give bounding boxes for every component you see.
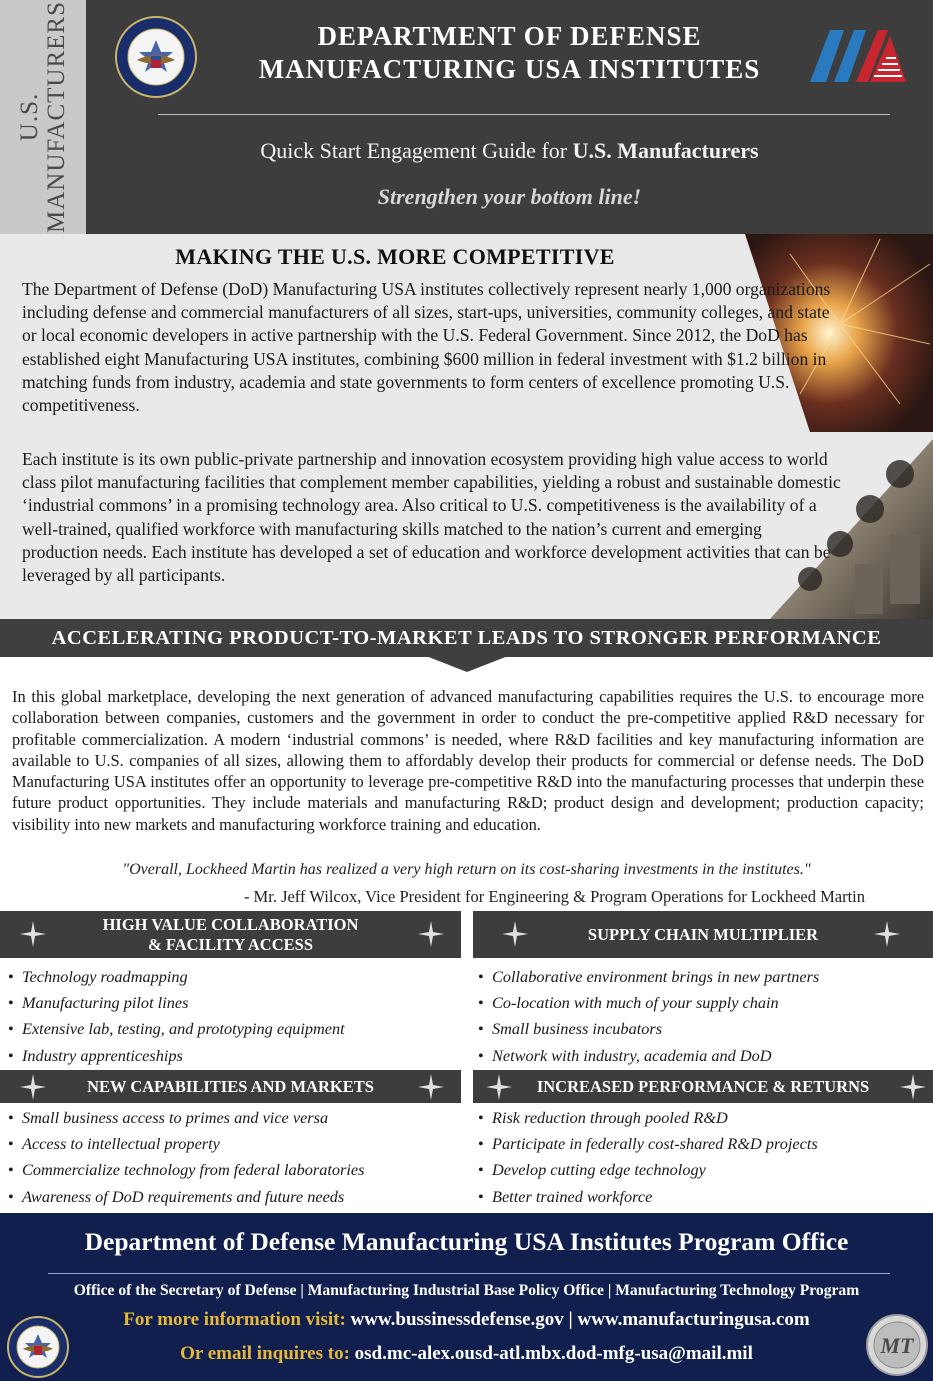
competitive-section	[0, 234, 933, 619]
sparkle-icon	[20, 1074, 46, 1100]
section-heading: MAKING THE U.S. MORE COMPETITIVE	[175, 244, 615, 269]
performance-list	[470, 1105, 930, 1210]
footer	[0, 1213, 933, 1381]
sparkle-icon	[874, 921, 900, 947]
slogan: Strengthen your bottom line!	[377, 184, 642, 209]
page-title-line1: DEPARTMENT OF DEFENSE	[317, 21, 702, 51]
dod-seal-icon	[115, 16, 197, 98]
guide-prefix: Quick Start Engagement Guide for	[260, 138, 573, 163]
side-label-line2: MANUFACTURERS	[43, 0, 70, 234]
list-item: • Technology roadmapping	[0, 964, 461, 990]
info-label: For more information visit:	[123, 1309, 346, 1330]
institute-paragraph: Each institute is its own public-private partnership and innovation ecosystem providing high value access to world class pilot manufacturing facilities that complement member capabilities, yielding a robust and sustainable domestic ‘industrial commons’ in a promising technology area. Also critical to U.S. competitiveness is the availability of a well-trained, qualified workforce with manufacturing skills matched to the nation’s current and emerging production needs. Each institute has developed a set of education and workforce development activities that can be leveraged by all participants.	[22, 449, 841, 586]
list-item: • Small business access to primes and vice versa	[0, 1105, 461, 1131]
sparkle-icon	[418, 921, 444, 947]
mantech-logo-text: MT	[880, 1333, 914, 1358]
box-header-capabilities	[0, 1070, 461, 1103]
sparkle-icon	[418, 1074, 444, 1100]
band-pointer	[426, 656, 508, 672]
box-title-line: HIGH VALUE COLLABORATION	[102, 914, 359, 934]
list-item: • Develop cutting edge technology	[470, 1157, 930, 1183]
list-item: • Industry apprenticeships	[0, 1043, 461, 1069]
list-item: • Risk reduction through pooled R&D	[470, 1105, 930, 1131]
info-links[interactable]: www.bussinessdefense.gov | www.manufacturingusa.com	[350, 1309, 810, 1330]
list-item: • Co-location with much of your supply chain	[470, 990, 930, 1016]
footer-title: Department of Defense Manufacturing USA Institutes Program Office	[84, 1227, 849, 1256]
footer-info-line	[0, 1309, 933, 1331]
list-item: • Awareness of DoD requirements and future needs	[0, 1184, 461, 1210]
marketplace-paragraph: In this global marketplace, developing the next generation of advanced manufacturing capabilities requires the U.S. to encourage more collaboration between companies, customers and the government in order to conduct the pre-competitive applied R&D necessary for profitable commercialization. A modern ‘industrial commons’ is needed, where R&D facilities and key manufacturing information are available to U.S. companies of all sizes, allowing them to affordably develop their products for commercial or defense needs. The DoD Manufacturing USA institutes offer an opportunity to leverage pre-competitive R&D into the manufacturing processes that underpin these future product opportunities. They include materials and manufacturing R&D; product design and development; production capacity; visibility into new markets and manufacturing workforce training and education.	[12, 687, 924, 834]
header-divider	[158, 114, 890, 115]
box-title-line: NEW CAPABILITIES AND MARKETS	[87, 1076, 374, 1096]
sparkle-icon	[502, 921, 528, 947]
supply-chain-list	[470, 964, 930, 1069]
list-item: • Better trained workforce	[470, 1184, 930, 1210]
list-item: • Participate in federally cost-shared R&D projects	[470, 1131, 930, 1157]
box-header-performance	[473, 1070, 933, 1103]
list-item: • Extensive lab, testing, and prototyping equipment	[0, 1016, 461, 1042]
list-item: • Collaborative environment brings in new partners	[470, 964, 930, 990]
side-tab-label	[16, 1, 70, 233]
intro-paragraph: The Department of Defense (DoD) Manufacturing USA institutes collectively represent nearly 1,000 organizations including defense and commercial manufacturers of all sizes, start-ups, universities, community colleges, and state or local economic developers in active partnership with the U.S. Federal Government. Since 2012, the DoD has established eight Manufacturing USA institutes, combining $600 million in federal investment with $1.2 billion in matching funds from industry, academia and state governments to form centers of excellence promoting U.S. competitiveness.	[22, 279, 831, 416]
email-label: Or email inquires to:	[180, 1343, 350, 1364]
box-title-line: & FACILITY ACCESS	[147, 934, 314, 954]
benefit-boxes	[0, 911, 933, 1213]
band-title: ACCELERATING PRODUCT-TO-MARKET LEADS TO STRONGER PERFORMANCE	[51, 627, 882, 649]
testimonial-quote: "Overall, Lockheed Martin has realized a very high return on its cost-sharing investments in the institutes."	[122, 861, 811, 878]
footer-divider	[48, 1273, 890, 1274]
side-tab	[0, 0, 86, 234]
guide-subtitle	[86, 138, 933, 164]
capabilities-list	[0, 1105, 461, 1210]
footer-offices: Office of the Secretary of Defense | Manufacturing Industrial Base Policy Office | Manufacturing Technology Program	[73, 1282, 860, 1299]
page-title-line2: MANUFACTURING USA INSTITUTES	[258, 54, 761, 84]
section-band	[0, 619, 933, 657]
testimonial-attribution: - Mr. Jeff Wilcox, Vice President for Engineering & Program Operations for Lockheed Martin	[243, 887, 865, 906]
header	[86, 0, 933, 234]
box-title-line: SUPPLY CHAIN MULTIPLIER	[587, 924, 819, 944]
sparkle-icon	[486, 1074, 512, 1100]
list-item: • Small business incubators	[470, 1016, 930, 1042]
sparkle-icon	[20, 921, 46, 947]
mantech-logo-icon	[866, 1314, 928, 1376]
sparkle-icon	[900, 1074, 926, 1100]
list-item: • Commercialize technology from federal laboratories	[0, 1157, 461, 1183]
side-label-line1: U.S.	[16, 92, 43, 142]
box-header-collaboration	[0, 911, 461, 958]
list-item: • Manufacturing pilot lines	[0, 990, 461, 1016]
footer-email-line	[0, 1343, 933, 1365]
collaboration-list	[0, 964, 461, 1069]
manufacturing-usa-logo-icon	[808, 26, 908, 84]
guide-bold: U.S. Manufacturers	[572, 138, 759, 163]
list-item: • Network with industry, academia and DoD	[470, 1043, 930, 1069]
box-header-supply-chain	[473, 911, 933, 958]
dod-seal-icon	[7, 1316, 69, 1378]
email-link[interactable]: osd.mc-alex.ousd-atl.mbx.dod-mfg-usa@mail.mil	[354, 1343, 753, 1364]
page-title	[86, 20, 933, 86]
box-title-line: INCREASED PERFORMANCE & RETURNS	[536, 1076, 870, 1096]
list-item: • Access to intellectual property	[0, 1131, 461, 1157]
